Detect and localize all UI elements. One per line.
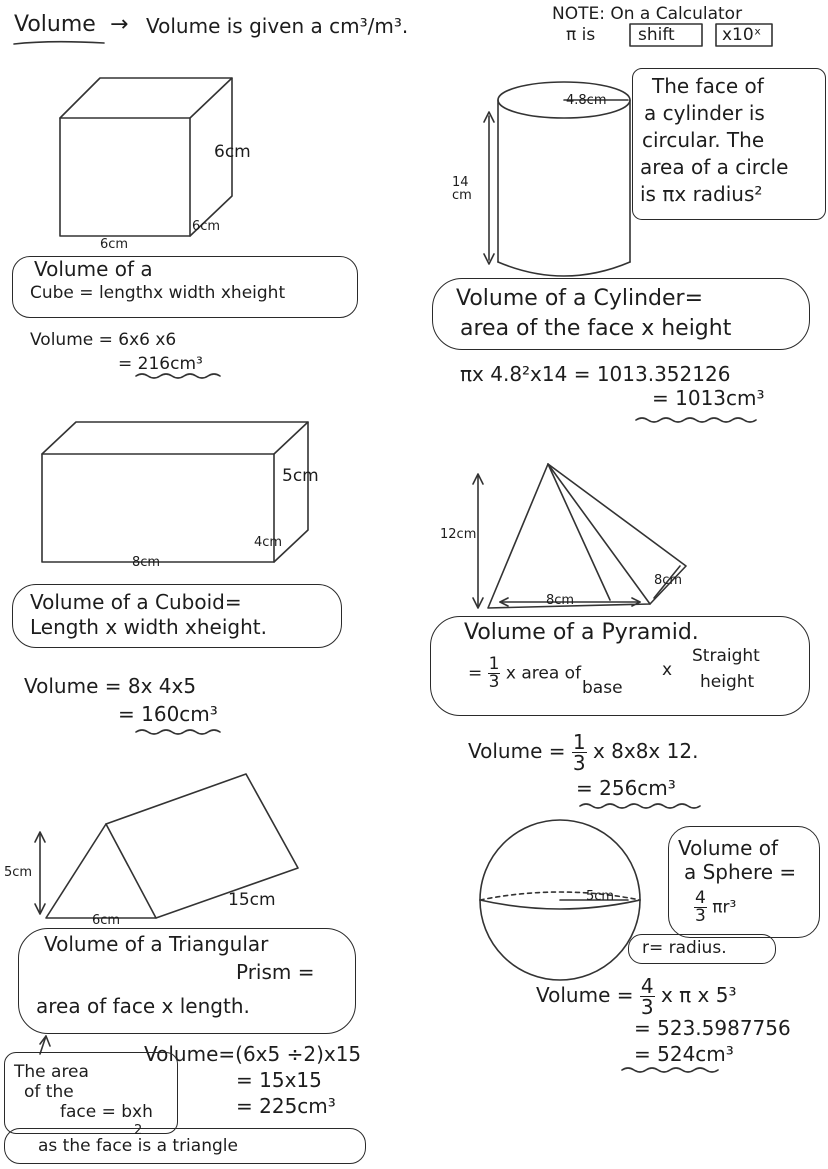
- cylinder-calc-line2: = 1013cm³: [652, 386, 765, 410]
- cylinder-note-line3: circular. The: [642, 128, 765, 152]
- pyramid-frac-den: 3: [488, 672, 500, 692]
- sphere-calc-fraction: [640, 976, 655, 1017]
- prism-formula-line2: Prism =: [236, 960, 315, 984]
- sphere-calc-line2: = 523.5987756: [634, 1016, 791, 1040]
- pyramid-formula-fraction: [488, 656, 501, 691]
- pyramid-formula-area: x area of: [505, 663, 582, 684]
- cylinder-calc-line1: πx 4.8²x14 = 1013.352126: [460, 362, 731, 386]
- sphere-formula-line3: [694, 890, 736, 925]
- pyramid-frac-num: 1: [488, 654, 500, 674]
- pyramid-base-label: 8cm: [546, 593, 575, 608]
- cube-bottom-label: 6cm: [100, 237, 129, 252]
- pyramid-calc-prefix: Volume =: [468, 739, 566, 763]
- prism-note-line2: of the: [24, 1082, 74, 1102]
- sphere-calc-num: 4: [640, 974, 654, 998]
- sphere-calc-line3: = 524cm³: [634, 1042, 734, 1066]
- pyramid-formula-line1: Volume of a Pyramid.: [464, 620, 699, 645]
- pyramid-height-label: 12cm: [440, 527, 477, 542]
- pyramid-side-label: 8cm: [654, 573, 683, 588]
- cylinder-sketch: [484, 82, 630, 276]
- sphere-formula-line2: a Sphere =: [684, 860, 797, 884]
- sphere-calc-den: 3: [640, 995, 654, 1019]
- pyramid-calc-num: 1: [572, 730, 586, 754]
- sphere-calc-line1: [536, 976, 736, 1017]
- cube-side-label: 6cm: [214, 142, 251, 162]
- sphere-calc-rest: x π x 5³: [660, 983, 737, 1007]
- x10-key: x10ˣ: [722, 25, 762, 45]
- title-underline: [14, 42, 104, 44]
- cuboid-calc-line1: Volume = 8x 4x5: [24, 674, 197, 698]
- pi-note: π is: [566, 25, 596, 45]
- page-title: Volume: [14, 12, 96, 37]
- cube-formula-line2: Cube = lengthx width xheight: [30, 283, 286, 303]
- pyramid-calc-rest: x 8x8x 12.: [592, 739, 699, 763]
- shift-key: shift: [638, 25, 675, 45]
- cylinder-note-line2: a cylinder is: [644, 101, 765, 125]
- cylinder-radius-label: 4.8cm: [566, 93, 607, 108]
- prism-note-line3: face = bxh: [60, 1102, 153, 1122]
- sphere-calc-prefix: Volume =: [536, 983, 634, 1007]
- pyramid-calc-line1: [468, 732, 698, 773]
- prism-note-line4: as the face is a triangle: [38, 1136, 238, 1156]
- cuboid-formula-line1: Volume of a Cuboid=: [30, 590, 242, 614]
- pyramid-formula-line2: [468, 656, 581, 691]
- pyramid-calc-den: 3: [572, 751, 586, 775]
- pyramid-formula-height: height: [700, 672, 755, 692]
- pyramid-calc-line2: = 256cm³: [576, 776, 676, 800]
- prism-calc-line3: = 225cm³: [236, 1094, 336, 1118]
- cuboid-calc-line2: = 160cm³: [118, 702, 218, 726]
- pyramid-calc-fraction: [572, 732, 587, 773]
- pyramid-formula-straight: Straight: [692, 646, 760, 666]
- calculator-note: NOTE: On a Calculator: [552, 4, 743, 24]
- cuboid-formula-line2: Length x width xheight.: [30, 615, 267, 639]
- prism-note-den: 2: [134, 1123, 143, 1138]
- cube-formula-line1: Volume of a: [34, 257, 153, 281]
- sphere-radius-label: 5cm: [586, 889, 615, 904]
- prism-formula-line3: area of face x length.: [36, 994, 250, 1018]
- title-arrow: →: [110, 12, 129, 37]
- cube-sketch: [60, 78, 232, 236]
- cylinder-note-line5: is πx radius²: [640, 182, 763, 206]
- sphere-formula-fraction: [694, 890, 707, 925]
- sphere-formula-tail: πr³: [712, 897, 737, 918]
- pyramid-formula-eq: =: [468, 663, 483, 684]
- pyramid-formula-base: base: [582, 678, 623, 698]
- cylinder-formula-line2: area of the face x height: [460, 316, 732, 341]
- cuboid-depth-label: 4cm: [254, 535, 283, 550]
- cylinder-note-line1: The face of: [652, 74, 764, 98]
- cuboid-height-label: 5cm: [282, 466, 319, 486]
- prism-note-line1: The area: [14, 1062, 89, 1082]
- prism-calc-line2: = 15x15: [236, 1068, 322, 1092]
- sphere-radius-note: r= radius.: [642, 938, 727, 958]
- cuboid-length-label: 8cm: [132, 555, 161, 570]
- prism-base-label: 6cm: [92, 913, 121, 928]
- sphere-formula-den: 3: [695, 906, 706, 926]
- pyramid-formula-times: x: [662, 660, 673, 680]
- intro-text: Volume is given a cm³/m³.: [146, 14, 409, 38]
- sphere-formula-num: 4: [695, 888, 706, 908]
- prism-formula-line1: Volume of a Triangular: [44, 932, 269, 956]
- cylinder-note-line4: area of a circle: [640, 155, 789, 179]
- cube-calc-line2: = 216cm³: [118, 354, 203, 374]
- sphere-sketch: [480, 820, 640, 980]
- cube-depth-label: 6cm: [192, 219, 221, 234]
- cube-calc-line1: Volume = 6x6 x6: [30, 330, 177, 350]
- sphere-formula-line1: Volume of: [678, 836, 779, 860]
- prism-length-label: 15cm: [228, 890, 276, 910]
- cylinder-height-label: 14 cm: [452, 175, 472, 203]
- cylinder-formula-line1: Volume of a Cylinder=: [456, 286, 704, 311]
- prism-calc-line1: Volume=(6x5 ÷2)x15: [144, 1042, 362, 1066]
- prism-height-label: 5cm: [4, 865, 33, 880]
